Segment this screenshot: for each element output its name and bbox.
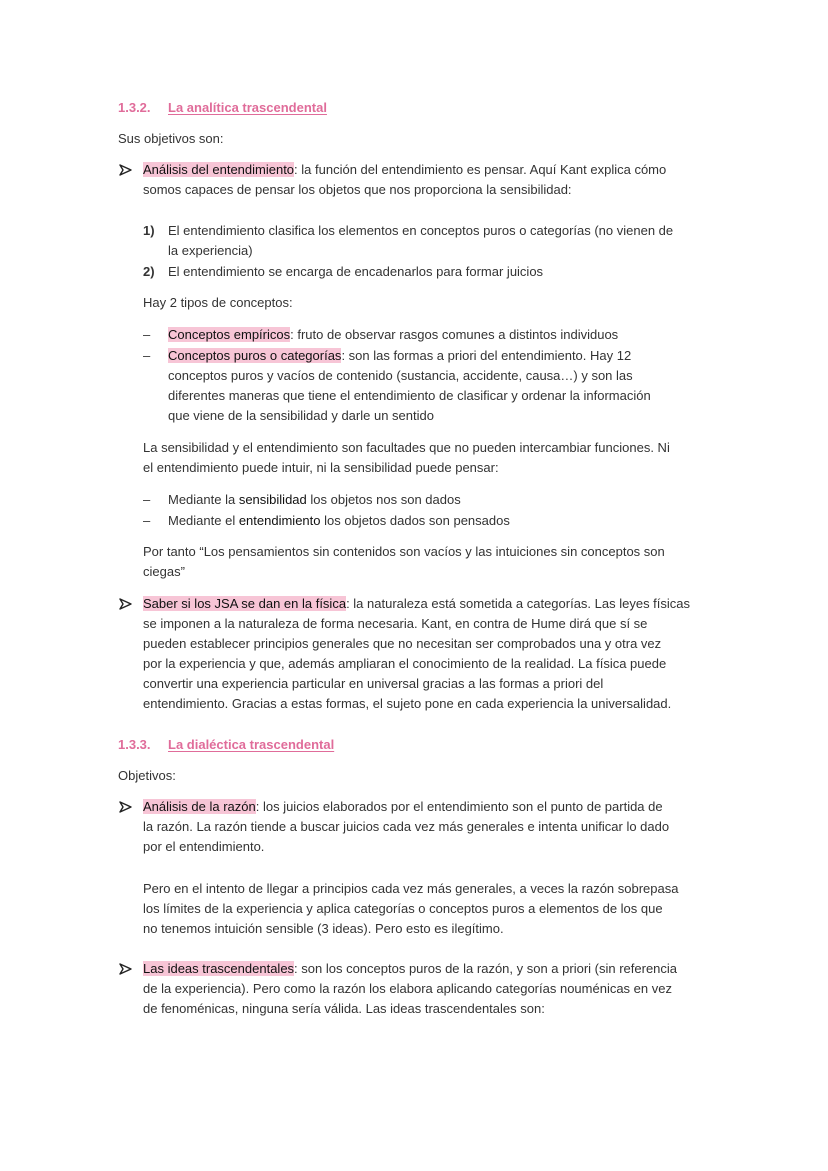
dash-bullet: – — [143, 348, 151, 363]
paragraph-line: somos capaces de pensar los objetos que nos proporciona la sensibilidad: — [143, 182, 572, 197]
paragraph-line: entendimiento. Gracias a estas formas, el sujeto pone en cada experiencia la universalidad. — [143, 696, 672, 711]
highlighted-term: Análisis de la razón — [143, 799, 256, 814]
list-number: 1) — [143, 223, 155, 238]
quote-line: Por tanto “Los pensamientos sin contenidos son vacíos y las intuiciones sin conceptos son — [143, 544, 665, 559]
list-item: Mediante la sensibilidad los objetos nos son dados — [168, 492, 461, 507]
section-title: La analítica trascendental — [168, 100, 327, 115]
highlighted-term: Conceptos empíricos — [168, 327, 291, 342]
highlighted-term: Conceptos puros o categorías — [168, 348, 342, 363]
paragraph-line: no tenemos intuición sensible (3 ideas). Pero esto es ilegítimo. — [143, 921, 504, 936]
list-item: El entendimiento se encarga de encadenarlos para formar juicios — [168, 264, 544, 279]
paragraph-line: los límites de la experiencia y aplica categorías o conceptos puros a elementos de los que — [143, 901, 663, 916]
paragraph-line: se imponen a la naturaleza de forma necesaria. Kant, en contra de Hume dirá que sí se — [143, 616, 648, 631]
bullet-paragraph: Análisis de la razón: los juicios elaborados por el entendimiento son el punto de partida de — [143, 799, 663, 814]
list-item-cont: la experiencia) — [168, 243, 253, 258]
list-item-cont: que viene de la sensibilidad y darle un sentido — [168, 408, 434, 423]
paragraph-line: convertir una experiencia particular en universal gracias a las formas a priori del — [143, 676, 604, 691]
highlighted-term: Las ideas trascendentales — [143, 961, 295, 976]
section-heading-1-3-3 — [118, 735, 334, 755]
dash-bullet: – — [143, 492, 151, 507]
key-term: sensibilidad — [238, 492, 307, 507]
paragraph-line: pueden establecer principios generales que no necesitan ser comprobados una y otra vez — [143, 636, 662, 651]
paragraph-line: Pero en el intento de llegar a principios cada vez más generales, a veces la razón sobrepasa — [143, 881, 679, 896]
bullet-paragraph: Análisis del entendimiento: la función del entendimiento es pensar. Aquí Kant explica cómo — [143, 162, 667, 177]
list-item: Conceptos puros o categorías: son las formas a priori del entendimiento. Hay 12 — [168, 348, 632, 363]
quote-line: ciegas” — [143, 564, 185, 579]
bullet-paragraph: Saber si los JSA se dan en la física: la naturaleza está sometida a categorías. Las leyes físicas — [143, 596, 691, 611]
list-item: Conceptos empíricos: fruto de observar rasgos comunes a distintos individuos — [168, 327, 619, 342]
arrow-bullet-icon — [118, 797, 134, 817]
arrow-bullet-icon — [118, 594, 134, 614]
list-item: El entendimiento clasifica los elementos en conceptos puros o categorías (no vienen de — [168, 223, 674, 238]
dash-bullet: – — [143, 513, 151, 528]
highlighted-term: Análisis del entendimiento — [143, 162, 295, 177]
key-term: entendimiento — [238, 513, 321, 528]
paragraph-line: Hay 2 tipos de conceptos: — [143, 295, 293, 310]
list-item-cont: conceptos puros y vacíos de contenido (sustancia, accidente, causa…) y son las — [168, 368, 633, 383]
section-title: La dialéctica trascendental — [168, 737, 335, 752]
paragraph-line: por el entendimiento. — [143, 839, 265, 854]
paragraph-line: de fenoménicas, ninguna sería válida. Las ideas trascendentales son: — [143, 1001, 545, 1016]
intro-text: Sus objetivos son: — [118, 131, 224, 146]
arrow-bullet-icon — [118, 959, 134, 979]
paragraph-line: la razón. La razón tiende a buscar juicios cada vez más generales e intenta unificar lo dado — [143, 819, 670, 834]
highlighted-term: Saber si los JSA se dan en la física — [143, 596, 347, 611]
intro-text: Objetivos: — [118, 768, 176, 783]
paragraph-line: La sensibilidad y el entendimiento son facultades que no pueden intercambiar funciones. Ni — [143, 440, 670, 455]
list-item-cont: diferentes maneras que tiene el entendimiento de clasificar y ordenar la información — [168, 388, 651, 403]
section-number: 1.3.3. — [118, 737, 151, 752]
paragraph-line: por la experiencia y que, además ampliaran el conocimiento de la realidad. La física puede — [143, 656, 667, 671]
section-heading-1-3-2 — [118, 98, 327, 118]
paragraph-line: de la experiencia). Pero como la razón los elabora aplicando categorías nouménicas en vez — [143, 981, 672, 996]
section-number: 1.3.2. — [118, 100, 151, 115]
bullet-paragraph: Las ideas trascendentales: son los conceptos puros de la razón, y son a priori (sin referencia — [143, 961, 678, 976]
paragraph-line: el entendimiento puede intuir, ni la sensibilidad puede pensar: — [143, 460, 499, 475]
arrow-bullet-icon — [118, 160, 134, 180]
list-number: 2) — [143, 264, 155, 279]
dash-bullet: – — [143, 327, 151, 342]
list-item: Mediante el entendimiento los objetos dados son pensados — [168, 513, 510, 528]
